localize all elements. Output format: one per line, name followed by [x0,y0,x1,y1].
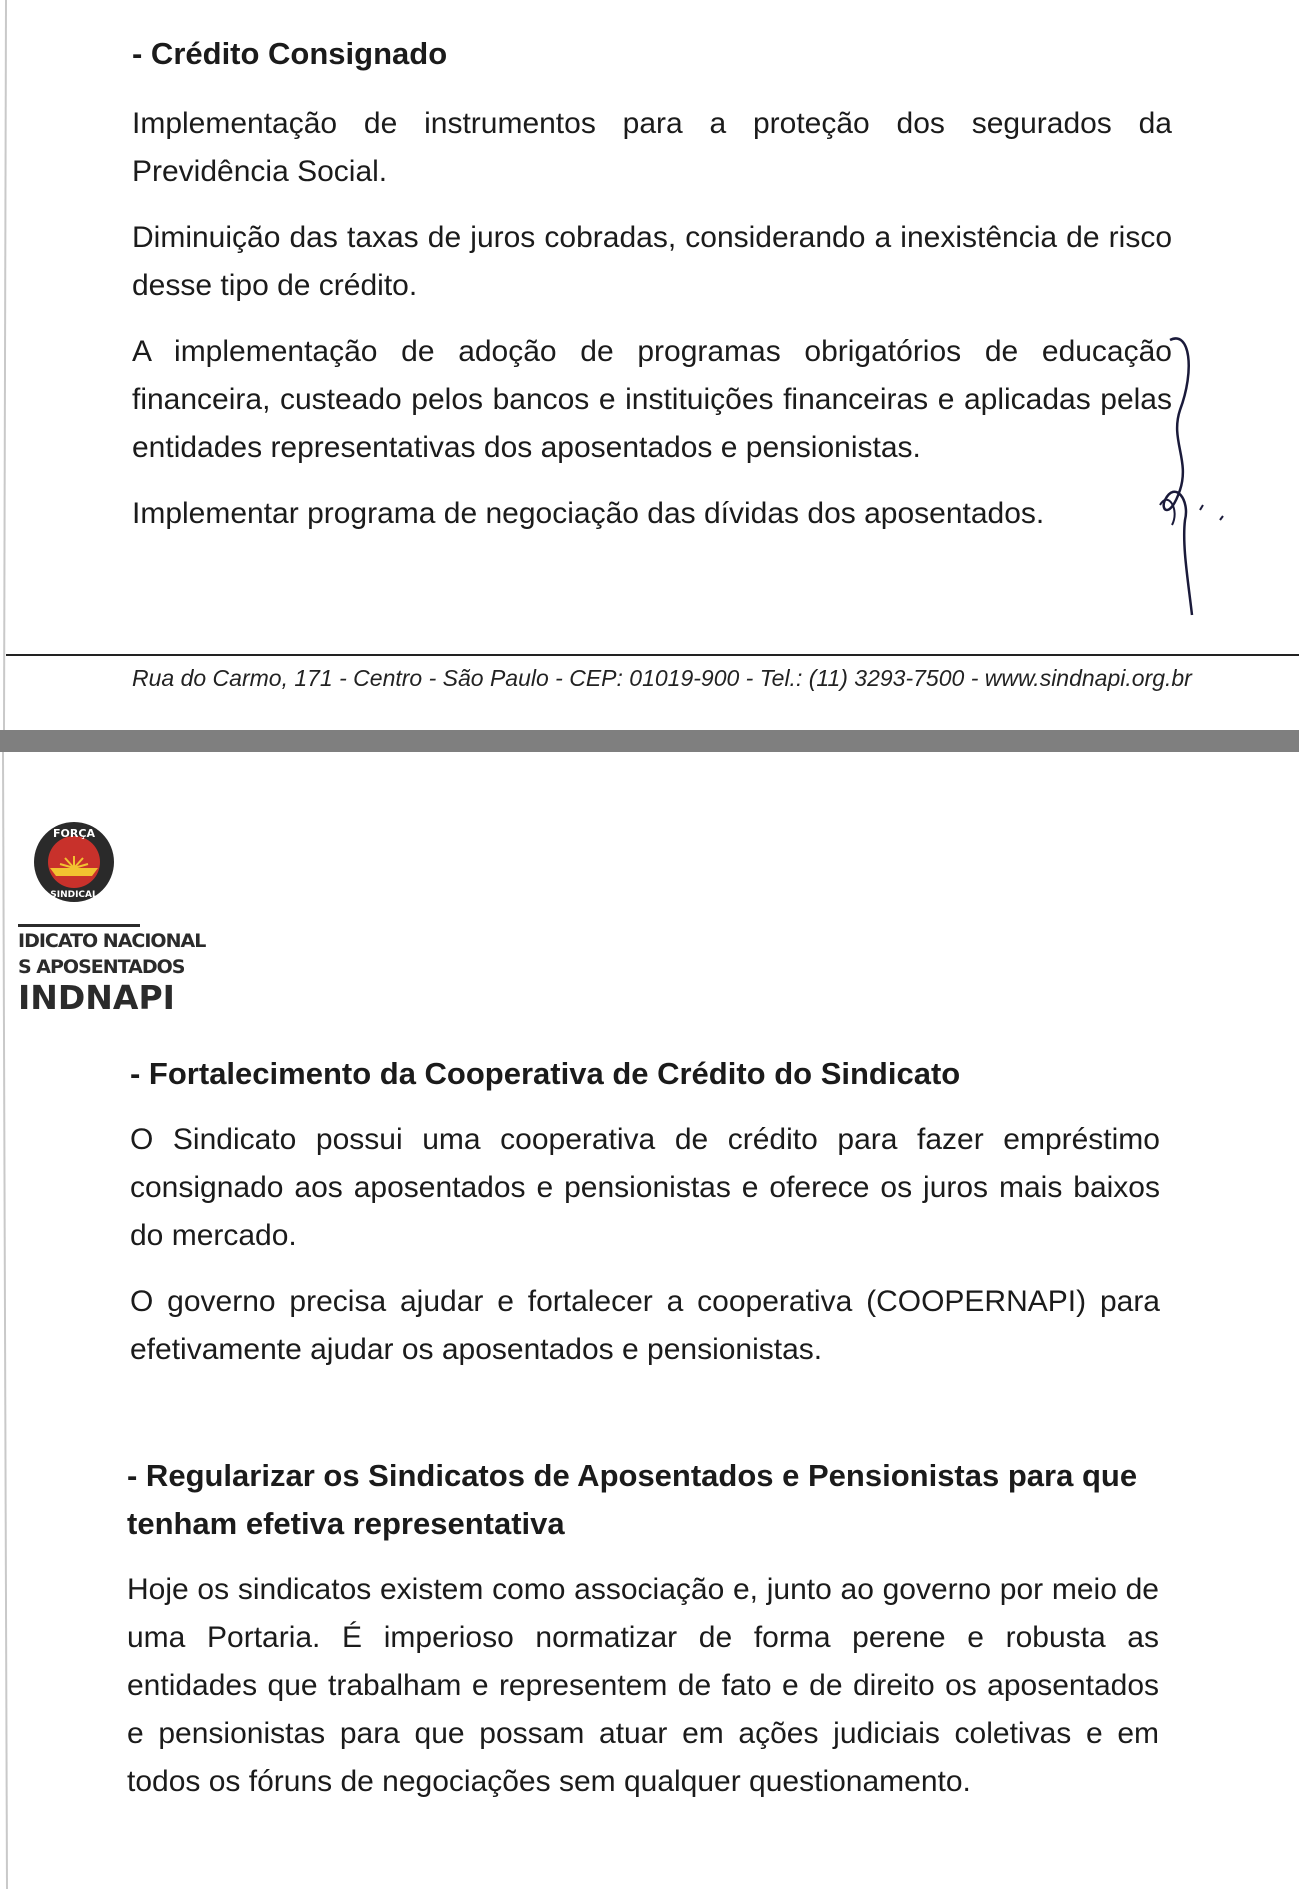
document-page-1 [0,0,1299,730]
scan-edge-shadow [0,0,12,730]
paragraph: Implementar programa de negociação das dívidas dos aposentados. [132,497,1045,530]
section-regularizar [127,1452,1169,1806]
forca-sindical-emblem [32,820,116,904]
paragraph: A implementação de adoção de programas obrigatórios de educação financeira, custeado pelos bancos e instituições financeiras e aplicadas pelas entidades representativas dos aposentados e pensionistas. [132,335,1172,464]
section-heading-line2: tenham efetiva representativa [127,1506,565,1541]
section-heading-line1: - Regularizar os Sindicatos de Aposentados e Pensionistas para que [127,1458,1138,1493]
sindnapi-logo [18,820,206,1017]
svg-text:SINDICAL: SINDICAL [50,890,98,900]
logo-text-line3: INDNAPI [18,978,175,1017]
section-credito-consignado [132,30,1174,538]
page-separator [0,730,1299,752]
document-page-2 [0,752,1299,1889]
footer-address: Rua do Carmo, 171 - Centro - São Paulo - CEP: 01019-900 - Tel.: (11) 3293-7500 - www.sindnapi.org.br [132,665,1192,691]
scan-edge-shadow [0,752,12,1889]
logo-divider [18,924,140,927]
paragraph: Hoje os sindicatos existem como associação e, junto ao governo por meio de uma Portaria. É imperioso normatizar de forma perene e robusta as entidades que trabalham e representem de fato e de direito os aposentados e pensionistas para que possam atuar em ações judiciais coletivas e em todos os fóruns de negociações sem qualquer questionamento. [127,1573,1159,1798]
handwritten-signature [1150,330,1230,620]
footer-divider [6,654,1299,656]
logo-text-line1: IDICATO NACIONAL [18,930,206,952]
svg-text:FORÇA: FORÇA [53,827,95,840]
section-cooperativa [130,1050,1172,1374]
paragraph: O Sindicato possui uma cooperativa de crédito para fazer empréstimo consignado aos aposentados e pensionistas e oferece os juros mais baixos do mercado. [130,1123,1160,1252]
logo-text-line2: S APOSENTADOS [18,956,185,978]
paragraph: O governo precisa ajudar e fortalecer a cooperativa (COOPERNAPI) para efetivamente ajudar os aposentados e pensionistas. [130,1285,1160,1366]
paragraph: Implementação de instrumentos para a proteção dos segurados da Previdência Social. [132,107,1172,188]
section-heading: - Crédito Consignado [132,36,448,71]
section-heading: - Fortalecimento da Cooperativa de Crédito do Sindicato [130,1056,961,1091]
paragraph: Diminuição das taxas de juros cobradas, considerando a inexistência de risco desse tipo de crédito. [132,221,1172,302]
